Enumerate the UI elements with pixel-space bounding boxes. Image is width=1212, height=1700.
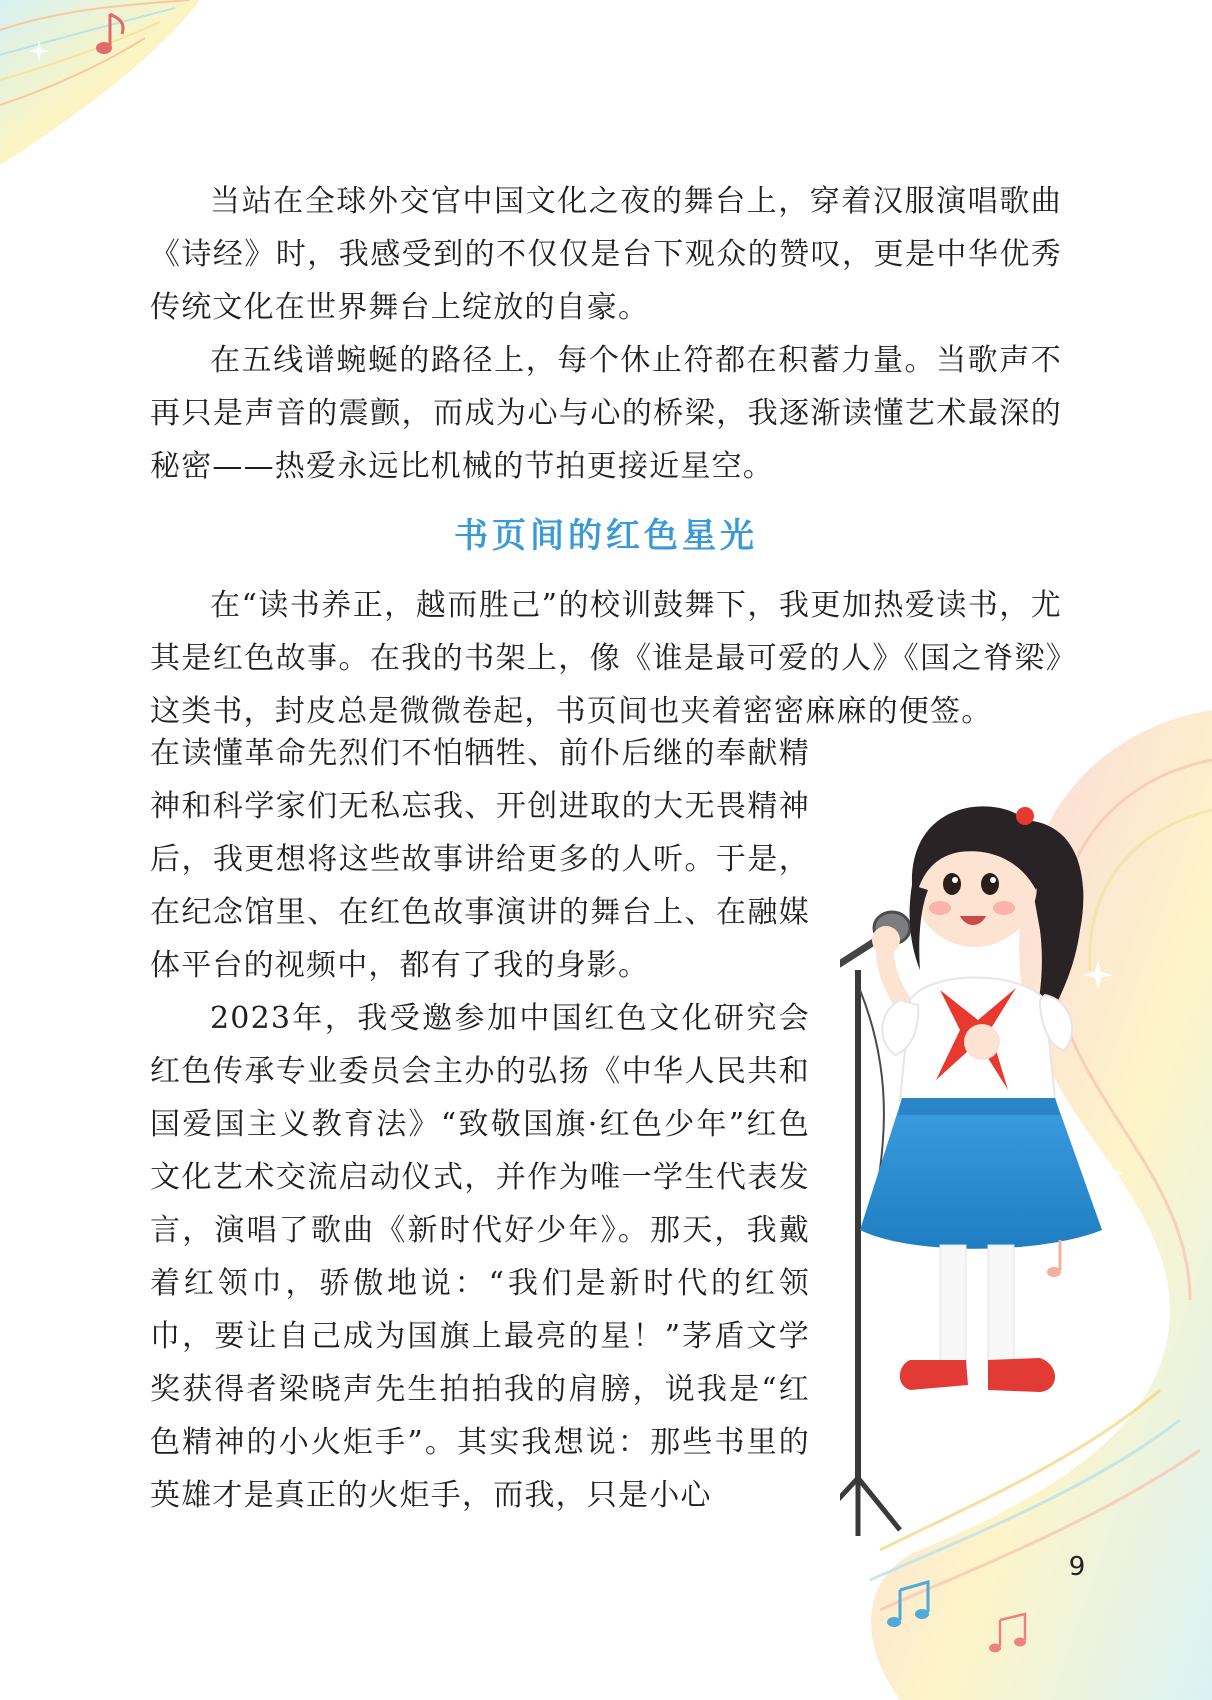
narrow-text-block <box>150 727 810 1522</box>
girl-singer-illustration <box>840 670 1212 1700</box>
section-intro-block <box>150 579 1062 738</box>
paragraph: 2023年，我受邀参加中国红色文化研究会红色传承专业委员会主办的弘扬《中华人民共和国爱国主义教育法》“致敬国旗·红色少年”红色文化艺术交流启动仪式，并作为唯一学生代表发言，演唱了歌曲《新时代好少年》。那天，我戴着红领巾，骄傲地说：“我们是新时代的红领巾，要让自己成为国旗上最亮的星！”茅盾文学奖获得者梁晓声先生拍拍我的肩膀，说我是“红色精神的小火炬手”。其实我想说：那些书里的英雄才是真正的火炬手，而我，只是小心 <box>150 1001 810 1513</box>
sparkle-icon <box>28 40 50 62</box>
paragraph: 当站在全球外交官中国文化之夜的舞台上，穿着汉服演唱歌曲《诗经》时，我感受到的不仅仅是台下观众的赞叹，更是中华优秀传统文化在世界舞台上绽放的自豪。 <box>150 184 1062 325</box>
paragraph: 在五线谱蜿蜒的路径上，每个休止符都在积蓄力量。当歌声不再只是声音的震颤，而成为心与心的桥梁，我逐渐读懂艺术最深的秘密——热爱永远比机械的节拍更接近星空。 <box>150 343 1062 484</box>
paragraph: 在“读书养正，越而胜己”的校训鼓舞下，我更加热爱读书，尤其是红色故事。在我的书架上，像《谁是最可爱的人》《国之脊梁》这类书，封皮总是微微卷起，书页间也夹着密密麻麻的便签。 <box>150 588 1062 729</box>
page-number: 9 <box>1068 1552 1086 1582</box>
music-note-icon <box>92 8 132 63</box>
section-title: 书页间的红色星光 <box>454 516 758 556</box>
music-note-icon <box>1047 1240 1061 1277</box>
paragraph: 在读懂革命先烈们不怕牺牲、前仆后继的奉献精神和科学家们无私忘我、开创进取的大无畏精神后，我更想将这些故事讲给更多的人听。于是，在纪念馆里、在红色故事演讲的舞台上、在融媒体平台的视频中，都有了我的身影。 <box>150 736 810 983</box>
intro-text-block <box>150 175 1062 493</box>
